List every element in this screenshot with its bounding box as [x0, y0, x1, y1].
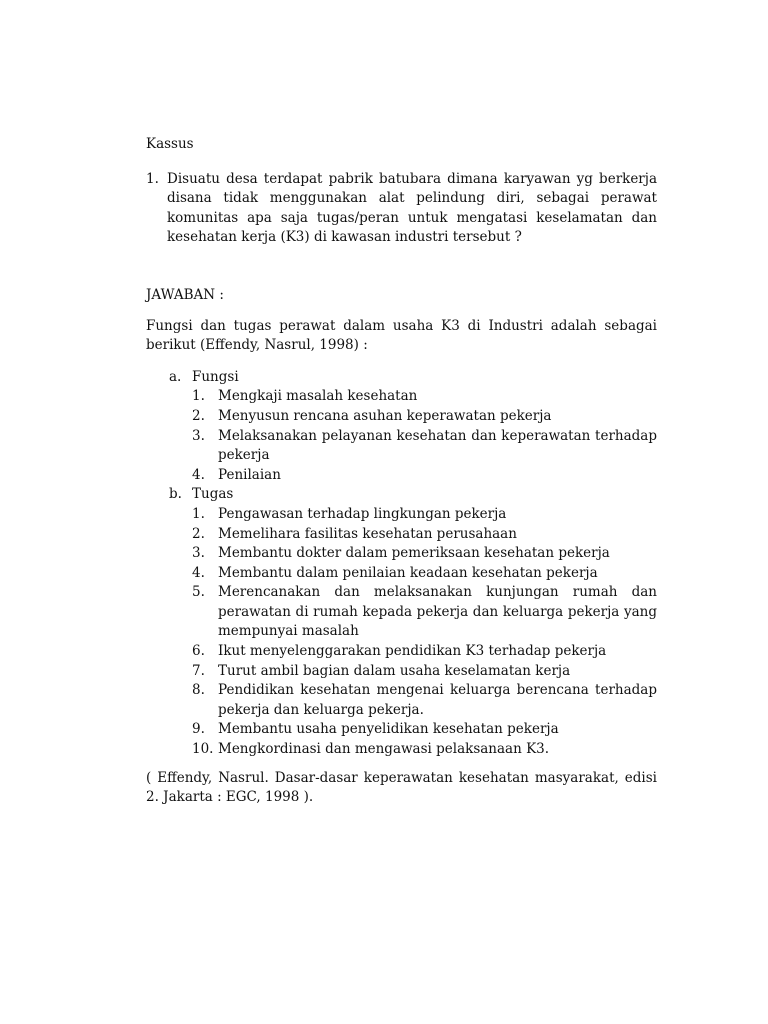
list-item: [192, 387, 657, 407]
answer-list: [146, 368, 657, 760]
section-title: Fungsi: [192, 368, 239, 385]
item-number: 10.: [192, 741, 214, 758]
item-number: 4.: [192, 564, 205, 581]
section-fungsi: [146, 368, 657, 486]
item-text: Memelihara fasilitas kesehatan perusahaan: [218, 525, 517, 542]
document-page: [146, 135, 657, 808]
item-number: 8.: [192, 682, 205, 699]
item-number: 6.: [192, 643, 205, 660]
list-item: [192, 407, 657, 427]
list-item: [192, 544, 657, 564]
list-item: [192, 525, 657, 545]
list-item: [192, 642, 657, 662]
item-number: 4.: [192, 466, 205, 483]
list-item: [192, 583, 657, 642]
item-text: Mengkaji masalah kesehatan: [218, 388, 418, 405]
item-text: Turut ambil bagian dalam usaha keselamatan kerja: [218, 662, 571, 679]
question-text: Disuatu desa terdapat pabrik batubara dimana karyawan yg berkerja disana tidak menggunakan alat pelindung diri, sebagai perawat komunitas apa saja tugas/peran untuk mengatasi keselamatan dan kesehatan kerja (K3) di kawasan industri tersebut ?: [167, 170, 657, 246]
item-number: 1.: [192, 505, 205, 522]
list-item: [192, 505, 657, 525]
item-text: Pendidikan kesehatan mengenai keluarga berencana terhadap pekerja dan keluarga pekerja.: [218, 682, 657, 718]
section-header: [169, 485, 657, 505]
item-number: 3.: [192, 427, 205, 444]
item-number: 2.: [192, 407, 205, 424]
reference-citation: ( Effendy, Nasrul. Dasar-dasar keperawatan kesehatan masyarakat, edisi 2. Jakarta : EGC, 1998 ).: [146, 769, 657, 806]
list-item: [192, 466, 657, 486]
item-number: 5.: [192, 584, 205, 601]
list-item: [192, 564, 657, 584]
case-question: [146, 170, 657, 248]
item-text: Membantu dokter dalam pemeriksaan kesehatan pekerja: [218, 545, 610, 562]
item-text: Melaksanakan pelayanan kesehatan dan keperawatan terhadap pekerja: [218, 427, 657, 464]
item-text: Membantu dalam penilaian keadaan kesehatan pekerja: [218, 564, 598, 581]
list-item: [192, 681, 657, 720]
item-text: Merencanakan dan melaksanakan kunjungan rumah dan perawatan di rumah kepada pekerja dan keluarga pekerja yang mempunyai masalah: [218, 584, 657, 640]
item-text: Mengkordinasi dan mengawasi pelaksanaan K3.: [218, 741, 550, 758]
item-text: Membantu usaha penyelidikan kesehatan pekerja: [218, 721, 559, 738]
jawaban-heading: JAWABAN :: [146, 286, 224, 303]
section-tugas: [146, 485, 657, 759]
section-header: [169, 368, 657, 388]
item-number: 2.: [192, 525, 205, 542]
list-item: [192, 662, 657, 682]
section-letter: a.: [169, 368, 182, 385]
item-text: Pengawasan terhadap lingkungan pekerja: [218, 505, 507, 522]
item-text: Menyusun rencana asuhan keperawatan pekerja: [218, 407, 552, 424]
list-item: [192, 427, 657, 466]
item-number: 7.: [192, 662, 205, 679]
kassus-heading: Kassus: [146, 136, 194, 152]
section-title: Tugas: [192, 486, 234, 503]
section-letter: b.: [169, 486, 182, 503]
answer-intro: Fungsi dan tugas perawat dalam usaha K3 di Industri adalah sebagai berikut (Effendy, Nasrul, 1998) :: [146, 317, 657, 354]
item-number: 3.: [192, 545, 205, 562]
item-number: 9.: [192, 721, 205, 738]
list-item: [192, 740, 657, 760]
question-number: 1.: [146, 170, 159, 187]
item-number: 1.: [192, 388, 205, 405]
item-text: Ikut menyelenggarakan pendidikan K3 terhadap pekerja: [218, 643, 607, 660]
item-text: Penilaian: [218, 466, 281, 483]
list-item: [192, 720, 657, 740]
